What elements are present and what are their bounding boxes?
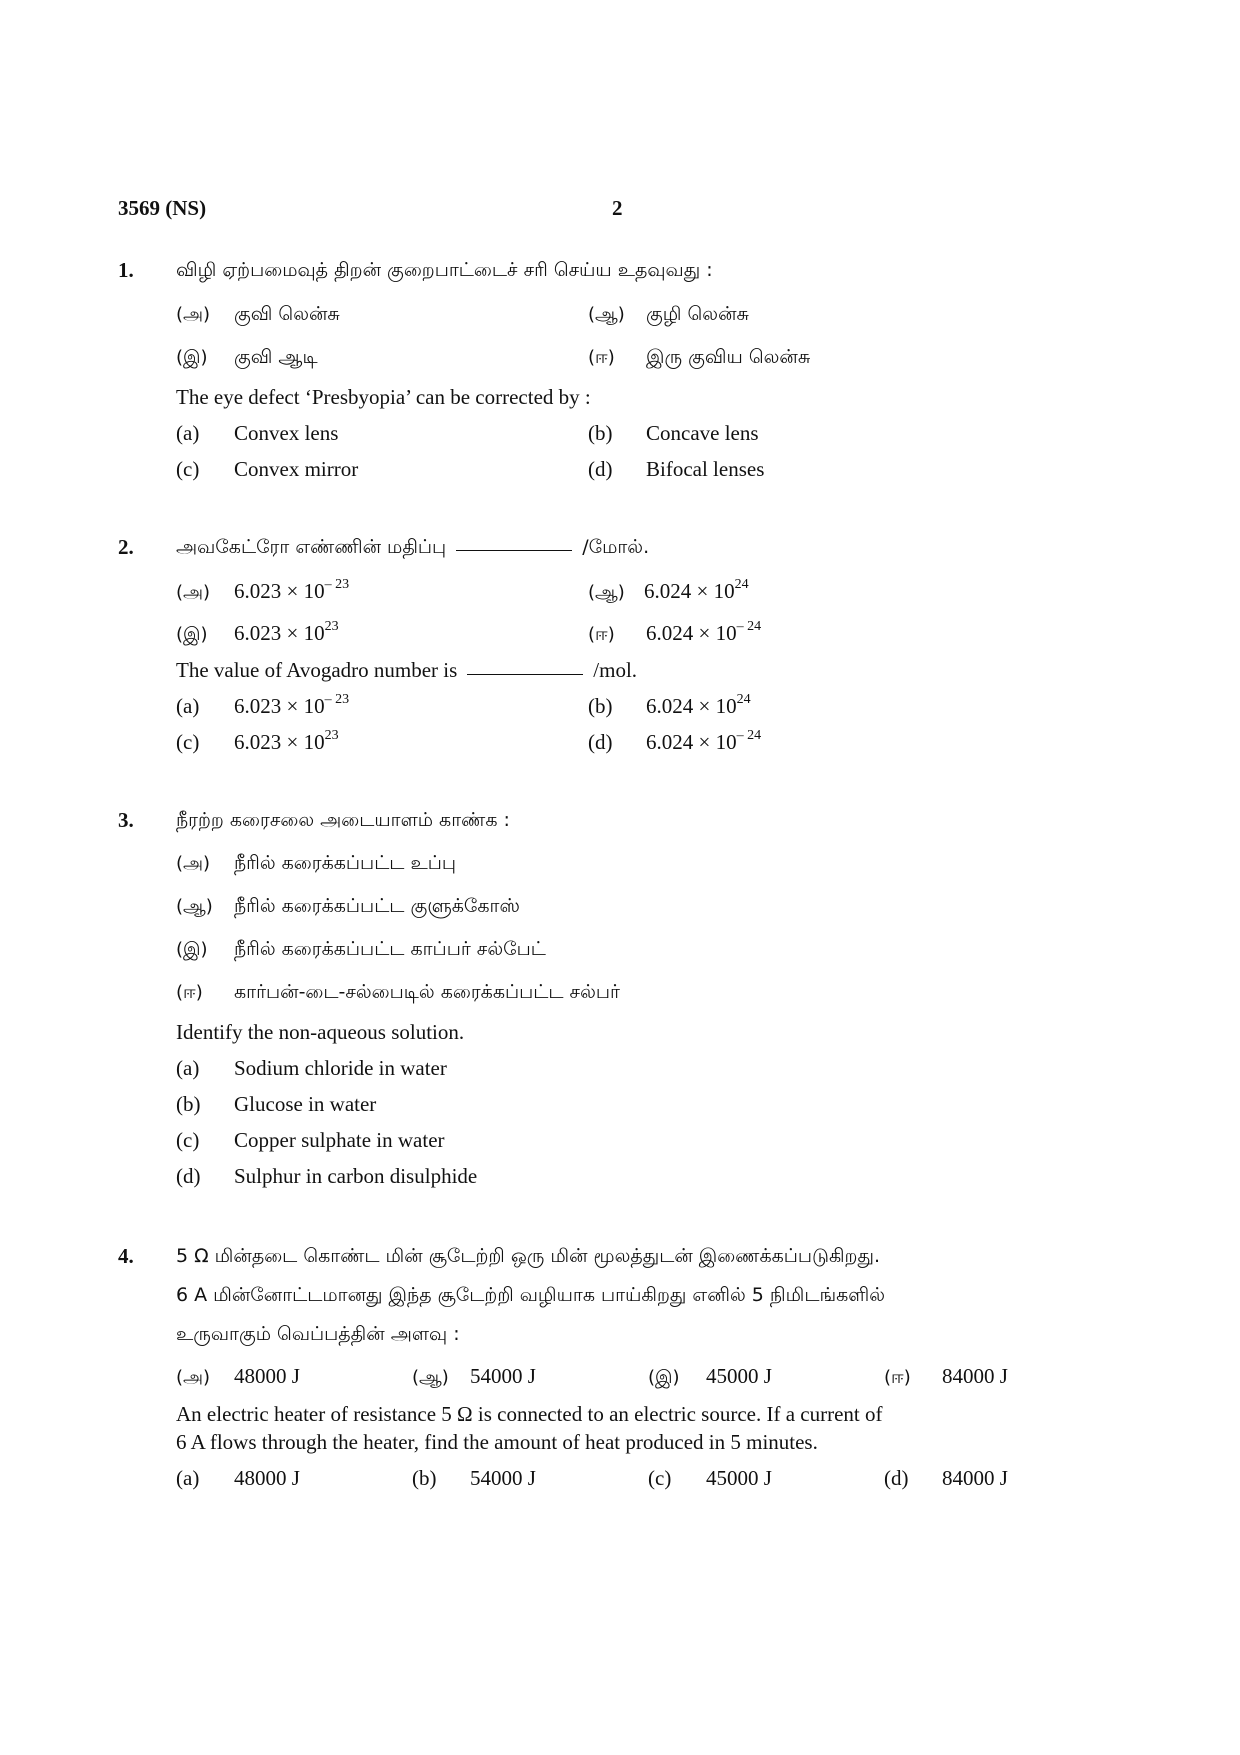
option-text: 84000 J <box>942 1466 1008 1490</box>
question-text-tamil <box>176 533 649 561</box>
option-label: (c) <box>648 1466 672 1490</box>
option-text: 6.024 × 10 <box>646 694 737 718</box>
option-tamil <box>176 577 349 607</box>
option-label: (இ) <box>176 624 208 645</box>
question-text-tamil-line: 6 A மின்னோட்டமானது இந்த சூடேற்றி வழியாக பாய்கிறது எனில் 5 நிமிடங்களில் <box>176 1284 886 1306</box>
option-label: (அ) <box>176 304 211 325</box>
option-text: நீரில் கரைக்கப்பட்ட உப்பு <box>234 852 456 874</box>
option-label: (b) <box>588 694 613 718</box>
option-text: 6.024 × 10 <box>646 621 737 645</box>
option-label: (c) <box>176 1128 200 1152</box>
option-text: 6.023 × 10 <box>234 730 325 754</box>
question-number: 4. <box>118 1244 134 1268</box>
option-tamil <box>648 1362 772 1392</box>
option-text: 48000 J <box>234 1466 300 1490</box>
question-text-english: Identify the non-aqueous solution. <box>176 1020 465 1044</box>
option-label: (இ) <box>176 939 208 960</box>
option-text: Copper sulphate in water <box>234 1128 445 1152</box>
option-english <box>588 728 761 756</box>
option-text: Convex mirror <box>234 457 359 481</box>
option-english <box>588 419 759 447</box>
option-text: Sulphur in carbon disulphide <box>234 1164 478 1188</box>
option-label: (a) <box>176 421 200 445</box>
option-label: (இ) <box>648 1367 680 1388</box>
option-text: Sodium chloride in water <box>234 1056 447 1080</box>
option-tamil <box>176 619 339 649</box>
question-text-tamil-line: 5 Ω மின்தடை கொண்ட மின் சூடேற்றி ஒரு மின் மூலத்துடன் இணைக்கப்படுகிறது. <box>176 1245 881 1267</box>
option-label: (b) <box>588 421 613 445</box>
option-text: 84000 J <box>942 1364 1008 1388</box>
option-english <box>176 1090 376 1118</box>
option-label: (a) <box>176 694 200 718</box>
option-tamil <box>412 1362 536 1392</box>
question-text-tamil-line: உருவாகும் வெப்பத்தின் அளவு : <box>176 1323 460 1345</box>
option-english <box>176 419 338 447</box>
option-text: 6.023 × 10 <box>234 579 325 603</box>
question-text-english-line: 6 A flows through the heater, find the amount of heat produced in 5 minutes. <box>176 1430 818 1454</box>
option-label: (d) <box>176 1164 201 1188</box>
option-label: (b) <box>412 1466 437 1490</box>
option-text: Convex lens <box>234 421 339 445</box>
option-tamil <box>588 300 749 329</box>
option-label: (ஈ) <box>884 1367 911 1388</box>
option-label: (b) <box>176 1092 201 1116</box>
option-text: 6.023 × 10 <box>234 621 325 645</box>
option-exponent: 23 <box>324 728 339 743</box>
option-english <box>648 1464 772 1492</box>
option-exponent: 23 <box>324 619 339 634</box>
option-english <box>176 1054 447 1082</box>
option-tamil <box>176 935 546 964</box>
page-number: 2 <box>612 196 623 220</box>
option-label: (அ) <box>176 853 211 874</box>
question-text-english-line: An electric heater of resistance 5 Ω is connected to an electric source. If a current of <box>176 1402 883 1426</box>
question-number: 2. <box>118 535 134 559</box>
option-label: (c) <box>176 730 200 754</box>
option-text: Bifocal lenses <box>646 457 765 481</box>
question-text-english <box>176 656 637 684</box>
option-text: Glucose in water <box>234 1092 377 1116</box>
option-label: (c) <box>176 457 200 481</box>
option-label: (ஈ) <box>176 982 203 1003</box>
option-english <box>412 1464 536 1492</box>
option-text: குழி லென்சு <box>646 303 749 325</box>
option-exponent: – 24 <box>736 728 762 743</box>
option-exponent: 24 <box>734 577 749 592</box>
option-text: 45000 J <box>706 1466 772 1490</box>
question-text-english: The eye defect ‘Presbyopia’ can be corrected by : <box>176 385 591 409</box>
option-tamil <box>588 343 810 372</box>
option-text: 6.024 × 10 <box>644 579 735 603</box>
option-tamil <box>176 892 520 921</box>
option-english <box>176 455 358 483</box>
answer-blank <box>456 550 572 551</box>
option-label: (அ) <box>176 1367 211 1388</box>
option-label: (இ) <box>176 347 208 368</box>
question-text-tamil: நீரற்ற கரைசலை அடையாளம் காண்க : <box>176 809 510 831</box>
option-label: (ஆ) <box>588 304 625 325</box>
option-label: (d) <box>884 1466 909 1490</box>
option-tamil <box>176 978 620 1007</box>
option-label: (ஆ) <box>588 582 625 603</box>
option-label: (ஆ) <box>412 1367 449 1388</box>
paper-code: 3569 (NS) <box>118 196 207 220</box>
option-english <box>176 728 339 756</box>
option-tamil <box>588 619 761 649</box>
option-exponent: 24 <box>736 692 751 707</box>
option-tamil <box>588 577 749 607</box>
option-exponent: – 23 <box>324 577 350 592</box>
option-tamil <box>176 300 340 329</box>
option-text: Concave lens <box>646 421 759 445</box>
option-tamil <box>176 849 456 878</box>
option-exponent: – 24 <box>736 619 762 634</box>
option-english <box>176 1126 445 1154</box>
option-tamil <box>176 343 318 372</box>
option-label: (a) <box>176 1466 200 1490</box>
option-label: (அ) <box>176 582 211 603</box>
question-text-tamil: விழி ஏற்பமைவுத் திறன் குறைபாட்டைச் சரி செய்ய உதவுவது : <box>176 259 713 281</box>
option-english <box>884 1464 1008 1492</box>
option-text: 6.024 × 10 <box>646 730 737 754</box>
option-english <box>176 1464 300 1492</box>
option-text: 54000 J <box>470 1466 536 1490</box>
option-tamil <box>884 1362 1008 1392</box>
question-text-part: /மோல். <box>582 536 650 558</box>
option-english <box>176 1162 477 1190</box>
option-label: (ஈ) <box>588 624 615 645</box>
option-text: இரு குவிய லென்சு <box>646 346 811 368</box>
answer-blank <box>467 674 583 675</box>
question-text-part: The value of Avogadro number is <box>176 658 458 682</box>
option-text: நீரில் கரைக்கப்பட்ட காப்பர் சல்பேட் <box>234 938 546 960</box>
option-text: 54000 J <box>470 1364 536 1388</box>
option-english <box>588 455 764 483</box>
option-label: (d) <box>588 457 613 481</box>
option-english <box>176 692 349 720</box>
question-text-part: /mol. <box>593 658 638 682</box>
question-number: 1. <box>118 258 134 282</box>
option-text: குவி ஆடி <box>234 346 318 368</box>
question-text-part: அவகேட்ரோ எண்ணின் மதிப்பு <box>176 536 447 558</box>
option-text: குவி லென்சு <box>234 303 340 325</box>
option-english <box>588 692 751 720</box>
option-text: 48000 J <box>234 1364 300 1388</box>
option-text: 45000 J <box>706 1364 772 1388</box>
question-number: 3. <box>118 808 134 832</box>
option-tamil <box>176 1362 300 1392</box>
option-text: 6.023 × 10 <box>234 694 325 718</box>
option-label: (a) <box>176 1056 200 1080</box>
option-label: (d) <box>588 730 613 754</box>
option-exponent: – 23 <box>324 692 350 707</box>
option-text: நீரில் கரைக்கப்பட்ட குளுக்கோஸ் <box>234 895 520 917</box>
option-label: (ஆ) <box>176 896 213 917</box>
option-label: (ஈ) <box>588 347 615 368</box>
option-text: கார்பன்-டை-சல்பைடில் கரைக்கப்பட்ட சல்பர் <box>234 981 620 1003</box>
